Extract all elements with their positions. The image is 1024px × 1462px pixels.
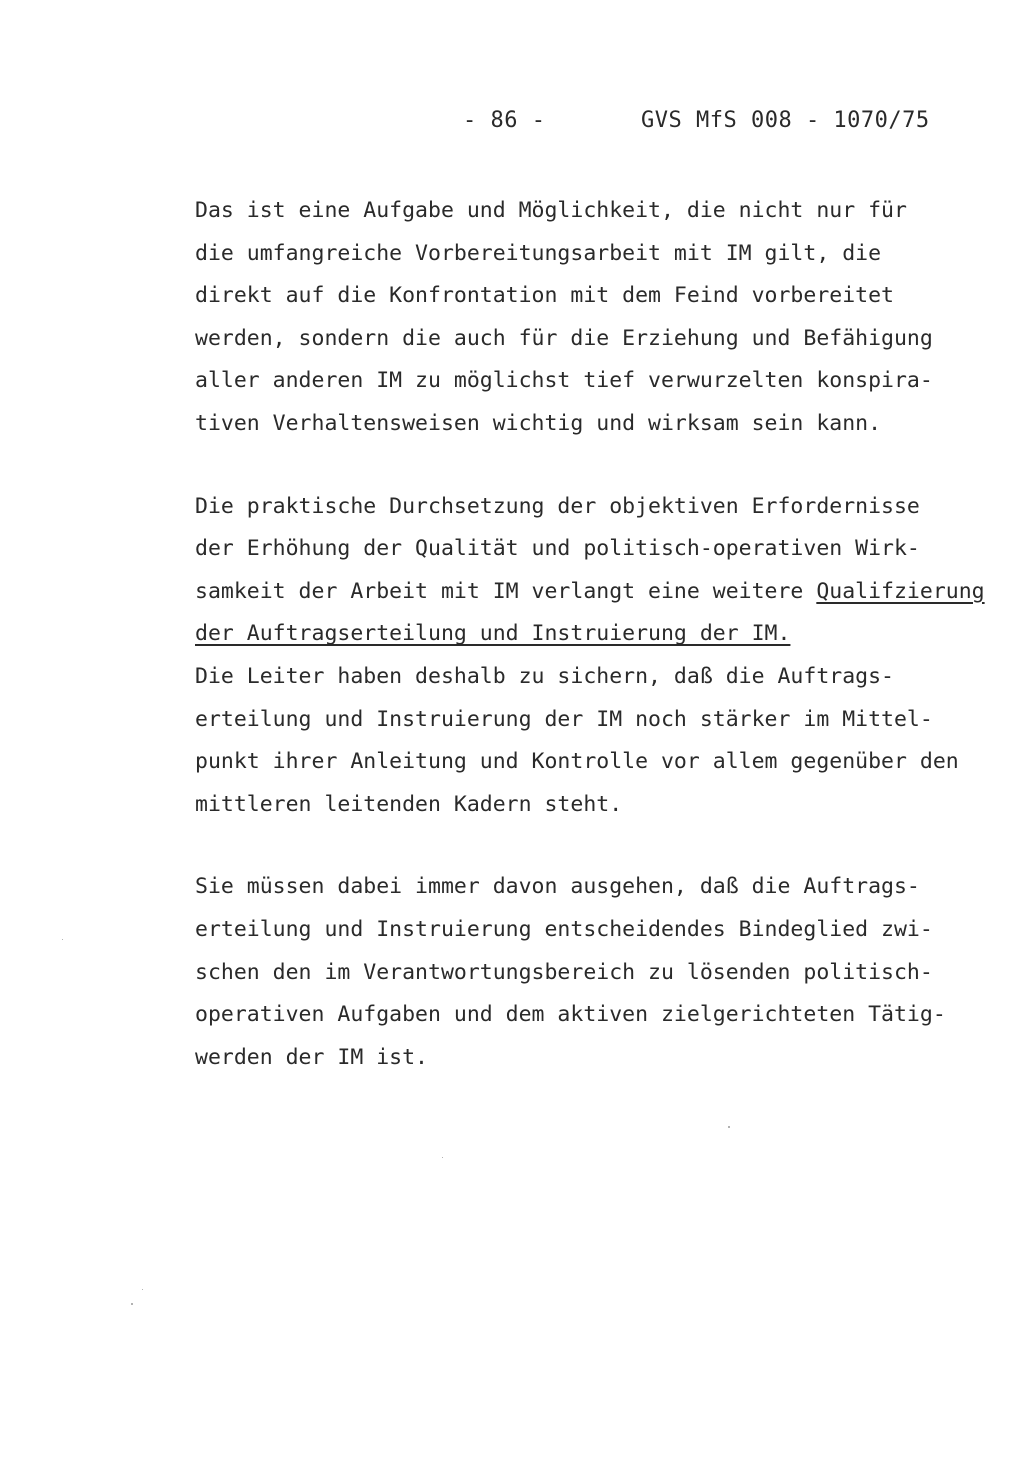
text-line: tiven Verhaltensweisen wichtig und wirksam sein kann.: [195, 410, 882, 436]
text-line: aller anderen IM zu möglichst tief verwurzelten konspira-: [195, 368, 933, 394]
text-line: Die Leiter haben deshalb zu sichern, daß die Auftrags-: [195, 663, 894, 689]
text-line: punkt ihrer Anleitung und Kontrolle vor allem gegenüber den: [195, 749, 959, 775]
text-line: mittleren leitenden Kadern steht.: [195, 791, 623, 817]
scan-speck: [62, 939, 63, 940]
scan-speck: [442, 1157, 443, 1158]
text-line: die umfangreiche Vorbereitungsarbeit mit IM gilt, die: [195, 240, 882, 266]
text-line: erteilung und Instruierung entscheidendes Bindeglied zwi-: [195, 916, 933, 942]
paragraph-2: [195, 486, 1010, 827]
document-reference: GVS MfS 008 - 1070/75: [641, 108, 930, 133]
underlined-text: Qualifzierung: [816, 578, 985, 604]
text-line: [195, 613, 1010, 656]
text-line: werden der IM ist.: [195, 1044, 428, 1070]
paragraph-3: [195, 866, 1010, 1079]
underlined-text: der Auftragserteilung und Instruierung der IM.: [195, 621, 791, 647]
scan-speck: [728, 1126, 730, 1128]
text-line: Sie müssen dabei immer davon ausgehen, daß die Auftrags-: [195, 874, 920, 900]
text-line-with-emphasis: [195, 571, 1010, 614]
text-line: erteilung und Instruierung der IM noch stärker im Mittel-: [195, 706, 933, 732]
scan-speck: [131, 1303, 133, 1305]
text-line: direkt auf die Konfrontation mit dem Feind vorbereitet: [195, 283, 894, 309]
paragraph-1: [195, 190, 1010, 446]
text-line: der Erhöhung der Qualität und politisch-operativen Wirk-: [195, 536, 920, 562]
text-segment: samkeit der Arbeit mit IM verlangt eine weitere: [195, 578, 817, 604]
text-line: Die praktische Durchsetzung der objektiven Erfordernisse: [195, 493, 920, 519]
page-header: [0, 108, 1024, 142]
text-line: schen den im Verantwortungsbereich zu lösenden politisch-: [195, 959, 933, 985]
scan-speck: [142, 1289, 143, 1290]
body-text: [195, 190, 1010, 1119]
page-number: - 86 -: [463, 108, 546, 133]
text-line: werden, sondern die auch für die Erziehung und Befähigung: [195, 325, 933, 351]
text-line: Das ist eine Aufgabe und Möglichkeit, die nicht nur für: [195, 198, 907, 223]
text-line: operativen Aufgaben und dem aktiven zielgerichteten Tätig-: [195, 1002, 946, 1028]
